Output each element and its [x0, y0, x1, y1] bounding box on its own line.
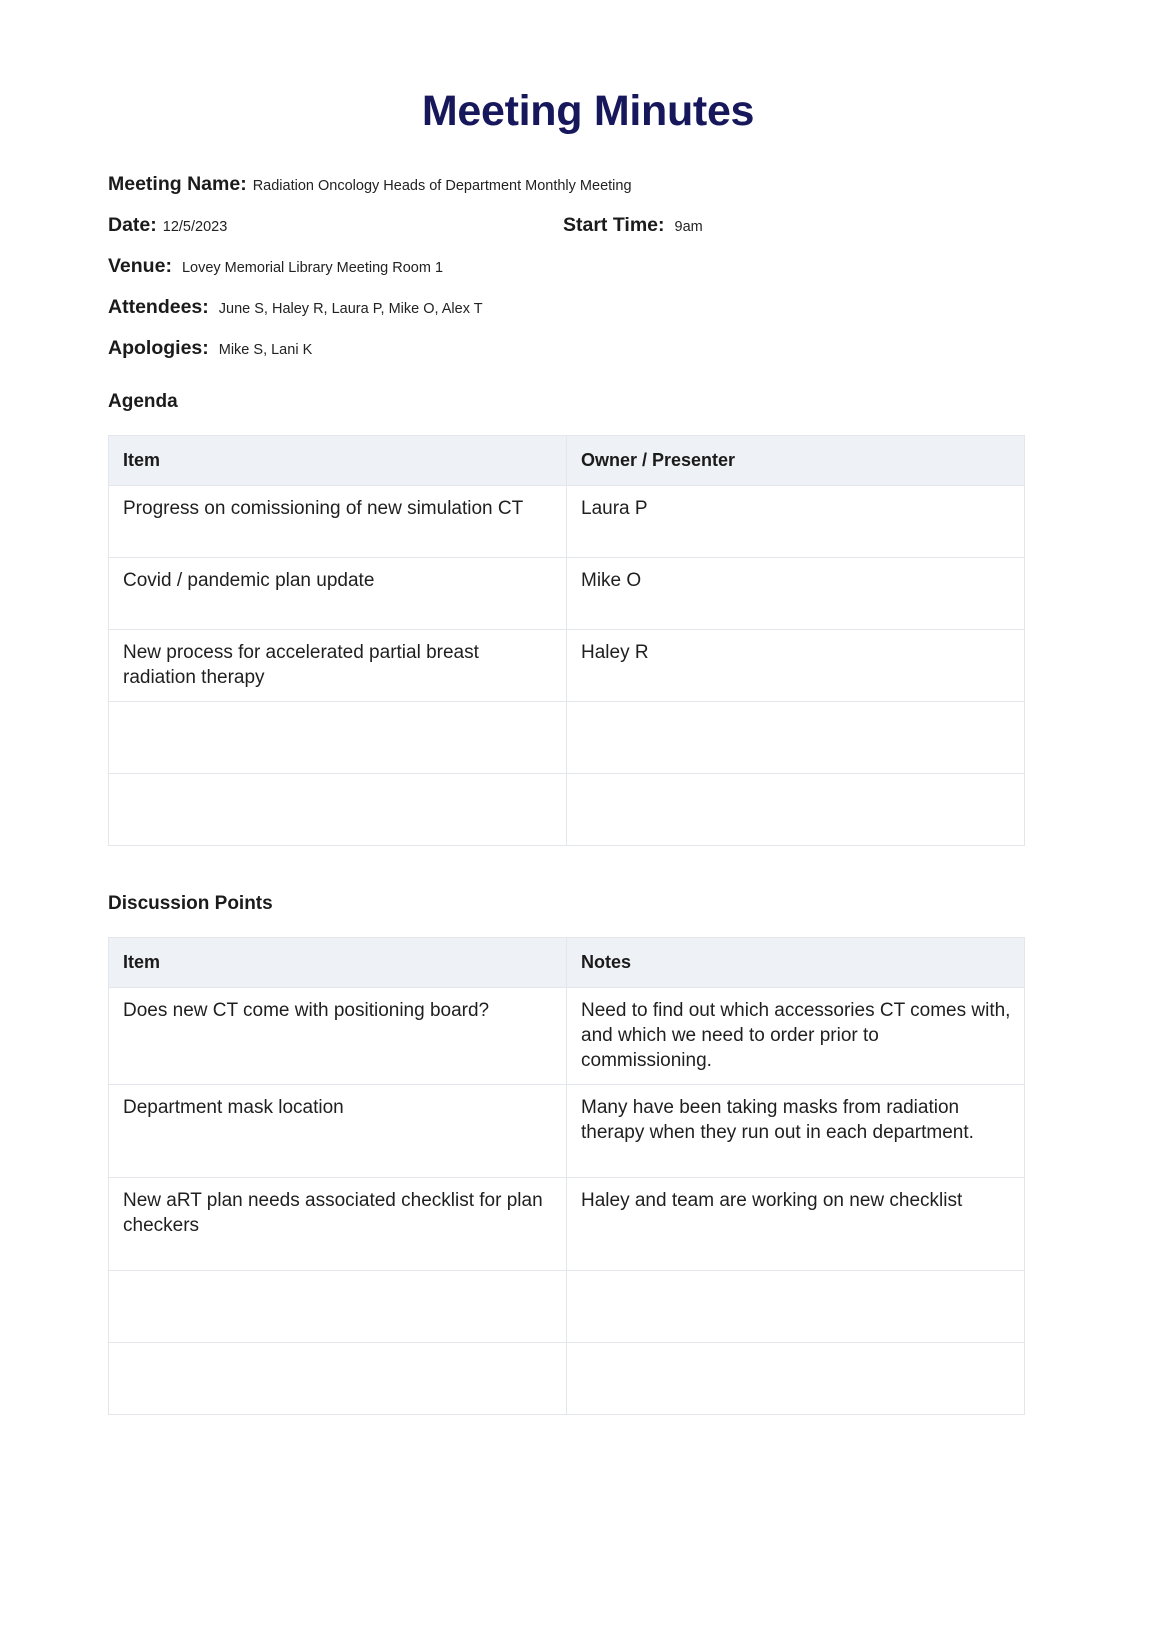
table-row [109, 1342, 1025, 1414]
discussion-column-notes: Notes [567, 938, 1025, 988]
date-label: Date: [108, 214, 157, 237]
discussion-cell-item: New aRT plan needs associated checklist for plan checkers [109, 1177, 567, 1270]
discussion-section-heading: Discussion Points [108, 893, 273, 915]
table-row [109, 558, 1025, 630]
agenda-column-owner: Owner / Presenter [567, 436, 1025, 486]
date-group [108, 214, 563, 237]
table-row [109, 1270, 1025, 1342]
table-row [109, 1177, 1025, 1270]
discussion-table [108, 937, 1025, 1414]
apologies-row [108, 337, 1068, 361]
date-value: 12/5/2023 [162, 219, 228, 236]
agenda-cell-owner [567, 702, 1025, 774]
attendees-label: Attendees: [108, 296, 209, 319]
start-time-value: 9am [674, 219, 703, 236]
agenda-column-item: Item [109, 436, 567, 486]
venue-value: Lovey Memorial Library Meeting Room 1 [181, 260, 444, 277]
apologies-label: Apologies: [108, 337, 209, 360]
agenda-section-heading: Agenda [108, 391, 178, 413]
discussion-table-header-row [109, 938, 1025, 988]
table-row [109, 630, 1025, 702]
agenda-cell-owner: Laura P [567, 486, 1025, 558]
agenda-cell-owner: Haley R [567, 630, 1025, 702]
discussion-cell-item: Department mask location [109, 1084, 567, 1177]
discussion-cell-notes [567, 1270, 1025, 1342]
venue-row [108, 255, 1068, 279]
discussion-cell-notes: Haley and team are working on new checklist [567, 1177, 1025, 1270]
agenda-cell-item: Progress on comissioning of new simulation CT [109, 486, 567, 558]
table-row [109, 988, 1025, 1084]
agenda-table-header-row [109, 436, 1025, 486]
agenda-cell-item: New process for accelerated partial breast radiation therapy [109, 630, 567, 702]
discussion-cell-notes [567, 1342, 1025, 1414]
venue-label: Venue: [108, 255, 172, 278]
meeting-name-label: Meeting Name: [108, 173, 247, 196]
start-time-label: Start Time: [563, 214, 665, 237]
table-row [109, 774, 1025, 846]
agenda-cell-item [109, 774, 567, 846]
date-time-row [108, 214, 1068, 238]
agenda-cell-item [109, 702, 567, 774]
table-row [109, 486, 1025, 558]
agenda-cell-item: Covid / pandemic plan update [109, 558, 567, 630]
discussion-cell-item: Does new CT come with positioning board? [109, 988, 567, 1084]
discussion-cell-item [109, 1270, 567, 1342]
start-time-group [563, 214, 703, 237]
discussion-cell-notes: Need to find out which accessories CT comes with, and which we need to order prior to commissioning. [567, 988, 1025, 1084]
discussion-column-item: Item [109, 938, 567, 988]
agenda-cell-owner [567, 774, 1025, 846]
meeting-name-value: Radiation Oncology Heads of Department Monthly Meeting [252, 178, 632, 195]
apologies-value: Mike S, Lani K [218, 342, 313, 359]
agenda-cell-owner: Mike O [567, 558, 1025, 630]
meeting-name-row [108, 173, 1068, 197]
page-title: Meeting Minutes [421, 87, 755, 135]
attendees-value: June S, Haley R, Laura P, Mike O, Alex T [218, 301, 483, 318]
meeting-metadata [108, 173, 1068, 361]
table-row [109, 702, 1025, 774]
agenda-table [108, 435, 1025, 846]
discussion-cell-notes: Many have been taking masks from radiation therapy when they run out in each department. [567, 1084, 1025, 1177]
discussion-cell-item [109, 1342, 567, 1414]
attendees-row [108, 296, 1068, 320]
table-row [109, 1084, 1025, 1177]
